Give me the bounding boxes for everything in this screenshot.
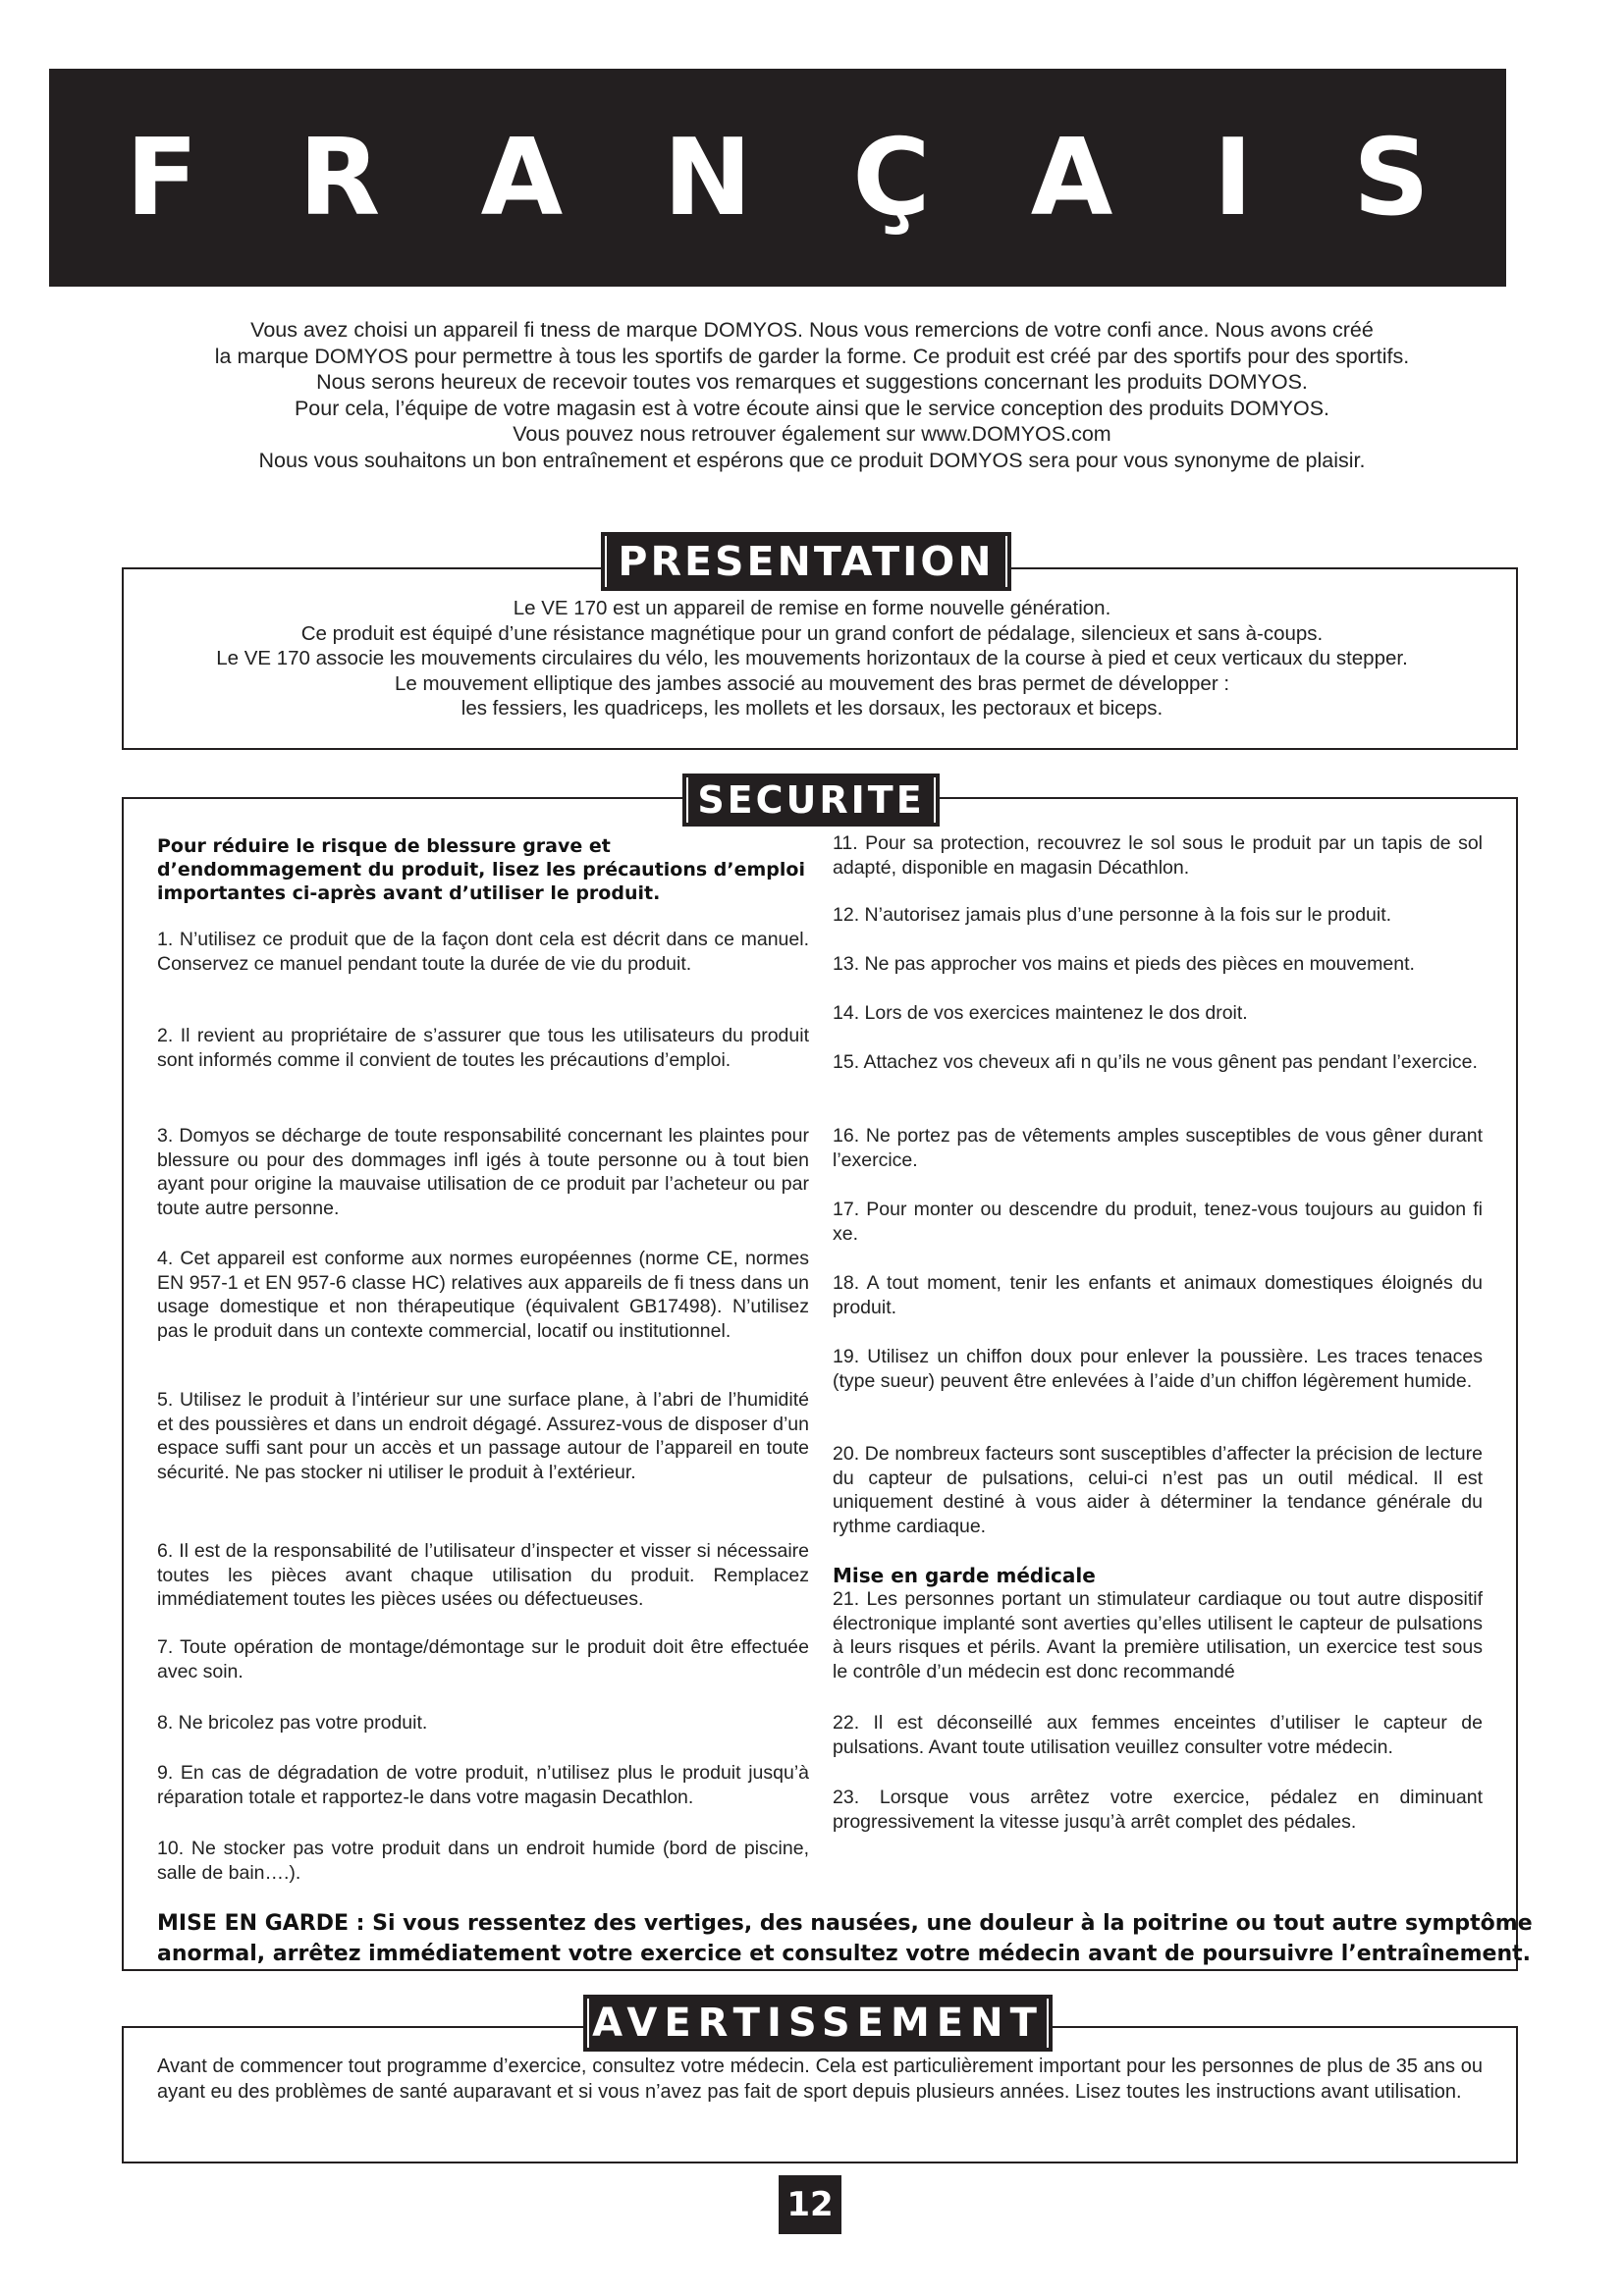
list-item: 4. Cet appareil est conforme aux normes européennes (norme CE, normes EN 957-1 et EN 957-6 classe HC) relatives aux appareils de fi tness dans un usage domestique et non thérapeutique (équivalent GB17498). N’utilisez pas le produit dans un contexte commercial, locatif ou institutionnel.: [157, 1248, 809, 1342]
banner-letter: A: [480, 116, 564, 240]
banner-letter: A: [1030, 116, 1113, 240]
list-item: 8. Ne bricolez pas votre produit.: [157, 1712, 428, 1734]
securite-lead: Pour réduire le risque de blessure grave et d’endommagement du produit, lisez les précautions d’emploi importantes ci-après avant d’utiliser le produit.: [157, 835, 805, 904]
intro-line: la marque DOMYOS pour permettre à tous les sportifs de garder la forme. Ce produit est créé par des sportifs pour des sportifs.: [214, 344, 1410, 368]
intro-line: Nous serons heureux de recevoir toutes vos remarques et suggestions concernant les produits DOMYOS.: [316, 370, 1308, 394]
intro-line: Vous avez choisi un appareil fi tness de marque DOMYOS. Nous vous remercions de votre confi ance. Nous avons créé: [250, 318, 1374, 342]
list-item: 23. Lorsque vous arrêtez votre exercice, pédalez en diminuant progressivement la vitesse jusqu’à arrêt complet des pédales.: [833, 1787, 1483, 1833]
list-item: 21. Les personnes portant un stimulateur cardiaque ou tout autre dispositif électronique implanté sont averties qu’elles utilisent le capteur de pulsations à leurs risques et périls. Avant la première utilisation, un exercice test sous le contrôle d’un médecin est donc recommandé: [833, 1588, 1483, 1682]
presentation-line: Ce produit est équipé d’une résistance magnétique pour un grand confort de pédalage, silencieux et sans à-coups.: [300, 621, 1324, 645]
list-item: 3. Domyos se décharge de toute responsabilité concernant les plaintes pour blessure ou pour des dommages infl igés à toute personne ou à tout bien ayant pour origine la mauvaise utilisation de ce produit par l’acheteur ou par toute autre personne.: [157, 1125, 809, 1219]
banner-letter: S: [1353, 116, 1430, 240]
list-item: 1. N’utilisez ce produit que de la façon dont cela est décrit dans ce manuel. Conservez ce manuel pendant toute la durée de vie du produit.: [157, 929, 809, 975]
list-item: 16. Ne portez pas de vêtements amples susceptibles de vous gêner durant l’exercice.: [833, 1125, 1483, 1171]
avertissement-heading: AVERTISSEMENT: [583, 1995, 1053, 2052]
list-item: 12. N’autorisez jamais plus d’une personne à la fois sur le produit.: [833, 904, 1392, 926]
list-item: 7. Toute opération de montage/démontage sur le produit doit être effectuée avec soin.: [157, 1636, 809, 1682]
securite-heading: SECURITE: [682, 774, 940, 827]
intro-line: Nous vous souhaitons un bon entraînement et espérons que ce produit DOMYOS sera pour vous synonyme de plaisir.: [258, 448, 1366, 472]
list-item: 18. A tout moment, tenir les enfants et animaux domestiques éloignés du produit.: [833, 1272, 1483, 1318]
list-item: 22. Il est déconseillé aux femmes enceintes d’utiliser le capteur de pulsations. Avant toute utilisation veuillez consulter votre médecin.: [833, 1712, 1483, 1758]
medical-heading: Mise en garde médicale: [833, 1564, 1096, 1587]
banner-letter: I: [1213, 116, 1253, 240]
list-item: 17. Pour monter ou descendre du produit, tenez-vous toujours au guidon fi xe.: [833, 1199, 1483, 1245]
banner-letter: R: [298, 116, 381, 240]
list-item: 11. Pour sa protection, recouvrez le sol sous le produit par un tapis de sol adapté, disponible en magasin Décathlon.: [833, 832, 1483, 879]
presentation-heading: PRESENTATION: [601, 532, 1011, 591]
intro-line: Vous pouvez nous retrouver également sur www.DOMYOS.com: [513, 422, 1111, 446]
list-item: 2. Il revient au propriétaire de s’assurer que tous les utilisateurs du produit sont informés comme il convient de toutes les précautions d’emploi.: [157, 1025, 809, 1071]
banner-title: [49, 69, 1506, 287]
avertissement-text: Avant de commencer tout programme d’exercice, consultez votre médecin. Cela est particulièrement important pour les personnes de plus de 35 ans ou ayant eu des problèmes de santé auparavant et si vous n’avez pas fait de sport depuis plusieurs années. Lisez toutes les instructions avant utilisation.: [157, 2056, 1483, 2103]
warning-line: MISE EN GARDE : Si vous ressentez des vertiges, des nausées, une douleur à la poitrine ou tout autre symptôme: [157, 1911, 1533, 1936]
presentation-text: [128, 596, 1496, 721]
page-number: 12: [779, 2175, 841, 2234]
list-item: 15. Attachez vos cheveux afi n qu’ils ne vous gênent pas pendant l’exercice.: [833, 1051, 1478, 1073]
list-item: 9. En cas de dégradation de votre produit, n’utilisez plus le produit jusqu’à réparation totale et rapportez-le dans votre magasin Decathlon.: [157, 1762, 809, 1808]
banner-letter: N: [663, 116, 752, 240]
intro-line: Pour cela, l’équipe de votre magasin est à votre écoute ainsi que le service conception des produits DOMYOS.: [294, 396, 1330, 420]
banner-letter: F: [126, 116, 198, 240]
presentation-line: Le mouvement elliptique des jambes associé au mouvement des bras permet de développer :: [394, 671, 1230, 695]
presentation-line: Le VE 170 est un appareil de remise en forme nouvelle génération.: [513, 597, 1111, 619]
list-item: 19. Utilisez un chiffon doux pour enlever la poussière. Les traces tenaces (type sueur) peuvent être enlevées à l’aide d’un chiffon légèrement humide.: [833, 1346, 1483, 1392]
list-item: 13. Ne pas approcher vos mains et pieds des pièces en mouvement.: [833, 953, 1415, 975]
title-banner: [49, 69, 1506, 287]
presentation-line: les fessiers, les quadriceps, les mollets et les dorsaux, les pectoraux et biceps.: [460, 697, 1164, 720]
list-item: 10. Ne stocker pas votre produit dans un endroit humide (bord de piscine, salle de bain….).: [157, 1838, 809, 1884]
warning-line: anormal, arrêtez immédiatement votre exercice et consultez votre médecin avant de poursuivre l’entraînement.: [157, 1942, 1531, 1966]
list-item: 20. De nombreux facteurs sont susceptibles d’affecter la précision de lecture du capteur de pulsations, celui-ci n’est pas un outil médical. Il est uniquement destiné à vous aider à déterminer la tendance générale du rythme cardiaque.: [833, 1443, 1483, 1537]
list-item: 6. Il est de la responsabilité de l’utilisateur d’inspecter et visser si nécessaire toutes les pièces avant chaque utilisation du produit. Remplacez immédiatement toutes les pièces usées ou défectueuses.: [157, 1540, 809, 1610]
list-item: 5. Utilisez le produit à l’intérieur sur une surface plane, à l’abri de l’humidité et des poussières et dans un endroit dégagé. Assurez-vous de disposer d’un espace suffi sant pour un accès et un passage autour de l’appareil en toute sécurité. Ne pas stocker ni utiliser le produit à l’extérieur.: [157, 1389, 809, 1483]
intro-paragraph: [128, 317, 1496, 473]
warning-text: [157, 1908, 1533, 1969]
list-item: 14. Lors de vos exercices maintenez le dos droit.: [833, 1002, 1248, 1024]
presentation-line: Le VE 170 associe les mouvements circulaires du vélo, les mouvements horizontaux de la course à pied et ceux verticaux du stepper.: [216, 647, 1408, 669]
banner-letter: Ç: [852, 116, 931, 240]
